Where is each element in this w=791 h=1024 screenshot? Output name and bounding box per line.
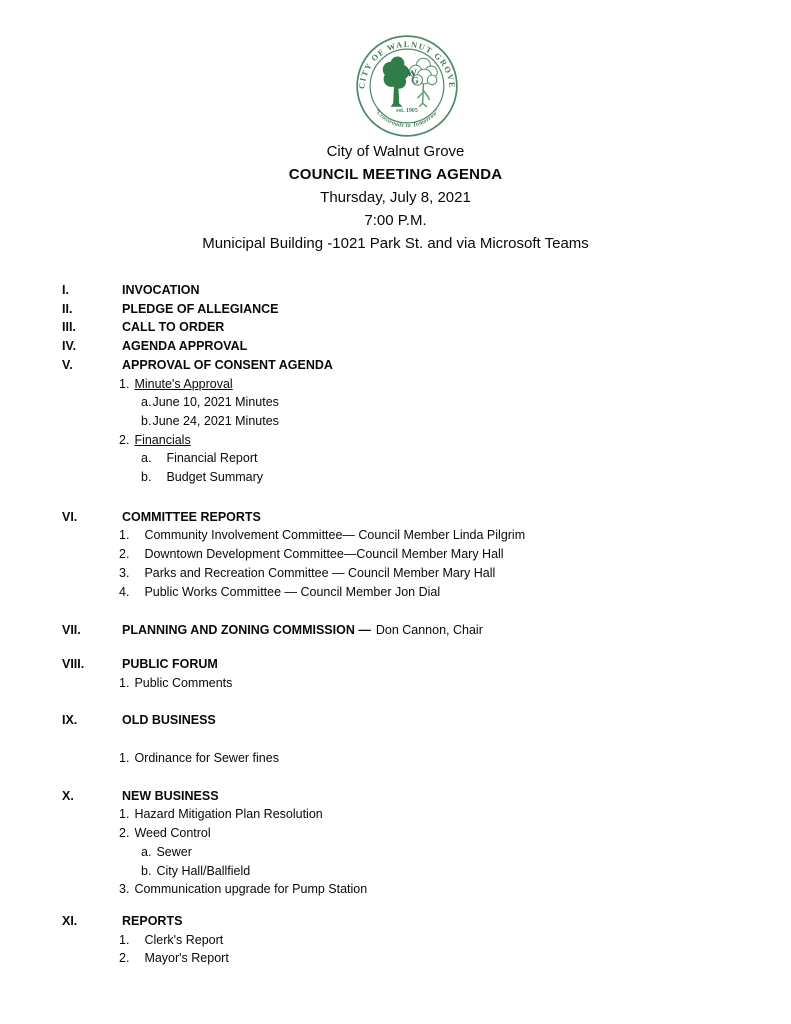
item-text: Public Comments [134, 675, 233, 690]
section-numeral: X. [62, 788, 74, 803]
document-header [0, 140, 791, 255]
section-title: REPORTS [122, 913, 183, 928]
seal-motto-text: “Crossroads to Tomorrow” [372, 107, 441, 130]
section-numeral: VI. [62, 509, 78, 524]
agenda-section [62, 787, 761, 899]
section-title: NEW BUSINESS [122, 788, 219, 803]
city-seal [355, 34, 459, 138]
item-label: 2. [119, 547, 130, 562]
item-text: City Hall/Ballfield [156, 863, 251, 878]
agenda-item [141, 412, 761, 431]
section-title: COMMITTEE REPORTS [122, 509, 261, 524]
section-items [119, 674, 761, 693]
agenda-item [119, 583, 761, 602]
item-text: June 10, 2021 Minutes [152, 395, 279, 410]
section-title: PUBLIC FORUM [122, 656, 218, 671]
item-text: Financial Report [166, 451, 258, 466]
section-heading [62, 318, 761, 337]
section-numeral: IV. [62, 339, 77, 354]
item-text: Public Works Committee — Council Member Jon Dial [144, 584, 441, 599]
section-numeral: II. [62, 301, 73, 316]
section-title: PLANNING AND ZONING COMMISSION — [122, 623, 371, 638]
item-label: 1. [119, 932, 130, 947]
item-label: a. [141, 844, 152, 859]
section-numeral: III. [62, 320, 76, 335]
agenda-section [62, 912, 761, 968]
agenda-section [62, 356, 761, 487]
agenda-section [62, 621, 761, 640]
section-title: INVOCATION [122, 283, 200, 297]
item-text: Downtown Development Committee—Council Member Mary Hall [144, 547, 504, 562]
agenda-item [141, 449, 761, 468]
item-label: 1. [119, 376, 130, 391]
seal-established-text: est. 1905 [395, 108, 418, 114]
agenda-item [119, 375, 761, 394]
section-suffix: Don Cannon, Chair [375, 623, 483, 638]
agenda-section [62, 508, 761, 602]
section-items [119, 375, 761, 487]
section-numeral: V. [62, 357, 73, 372]
section-heading [62, 787, 761, 806]
section-title: APPROVAL OF CONSENT AGENDA [122, 357, 333, 372]
agenda-section [62, 655, 761, 692]
agenda-item [119, 824, 761, 843]
section-numeral: IX. [62, 713, 78, 728]
item-label: a. [141, 395, 152, 410]
section-items [119, 526, 761, 601]
section-numeral: XI. [62, 913, 78, 928]
header-location-line: Municipal Building -1021 Park St. and via Microsoft Teams [202, 235, 589, 252]
section-heading [62, 655, 761, 674]
agenda-section [62, 337, 761, 356]
agenda-item [119, 931, 761, 950]
section-items [119, 805, 761, 899]
agenda-item [141, 468, 761, 487]
section-numeral: VIII. [62, 656, 85, 671]
header-title-line: COUNCIL MEETING AGENDA [288, 166, 503, 183]
seal-ring-text: CITY OF WALNUT GROVE [356, 39, 457, 90]
section-title: OLD BUSINESS [122, 713, 216, 728]
item-label: b. [141, 863, 152, 878]
item-text: Clerk's Report [144, 932, 224, 947]
item-text: Budget Summary [166, 470, 264, 485]
agenda-item [141, 393, 761, 412]
agenda-item [119, 431, 761, 450]
item-label: 1. [119, 807, 130, 822]
agenda-item [119, 749, 761, 768]
agenda-section [62, 300, 761, 319]
agenda-section [62, 281, 761, 300]
section-heading [62, 356, 761, 375]
item-text: Financials [134, 432, 191, 447]
item-label: a. [141, 451, 152, 466]
item-text: Parks and Recreation Committee — Council Member Mary Hall [144, 565, 496, 580]
agenda-item [119, 545, 761, 564]
section-title: CALL TO ORDER [122, 320, 225, 335]
item-text: Minute's Approval [134, 376, 233, 391]
agenda-item [141, 843, 761, 862]
item-label: 3. [119, 565, 130, 580]
section-heading [62, 912, 761, 931]
section-items [119, 749, 761, 768]
seal-monogram-g: G [410, 76, 419, 87]
agenda-item [119, 674, 761, 693]
item-text: Ordinance for Sewer fines [134, 751, 279, 766]
section-heading [62, 300, 761, 319]
agenda-item [119, 526, 761, 545]
item-label: 4. [119, 584, 130, 599]
item-label: 1. [119, 675, 130, 690]
city-seal-graphic [355, 34, 459, 138]
header-city-line: City of Walnut Grove [326, 143, 465, 160]
section-heading [62, 337, 761, 356]
item-text: Mayor's Report [144, 951, 229, 966]
section-heading [62, 281, 761, 300]
header-time-line: 7:00 P.M. [364, 212, 427, 229]
section-heading [62, 711, 761, 730]
agenda-item [141, 862, 761, 881]
item-label: 1. [119, 528, 130, 543]
section-title: PLEDGE OF ALLEGIANCE [122, 301, 279, 316]
agenda-outline [62, 281, 761, 968]
seal-monogram-w: W [405, 67, 417, 80]
section-numeral: I. [62, 283, 69, 297]
item-label: 1. [119, 751, 130, 766]
item-label: 2. [119, 951, 130, 966]
item-text: Weed Control [134, 826, 211, 841]
agenda-section [62, 711, 761, 767]
item-text: Communication upgrade for Pump Station [134, 882, 368, 897]
section-heading [62, 621, 761, 640]
item-label: 2. [119, 826, 130, 841]
agenda-item [119, 805, 761, 824]
header-date-line: Thursday, July 8, 2021 [320, 189, 471, 206]
agenda-item [119, 880, 761, 899]
seal-outer-ring [357, 36, 457, 136]
agenda-item [119, 949, 761, 968]
section-title: AGENDA APPROVAL [122, 339, 248, 354]
section-items [119, 931, 761, 968]
item-label: b. [141, 413, 152, 428]
item-text: Sewer [156, 844, 192, 859]
item-text: Community Involvement Committee— Council Member Linda Pilgrim [144, 528, 526, 543]
section-heading [62, 508, 761, 527]
item-label: b. [141, 470, 152, 485]
item-text: June 24, 2021 Minutes [152, 413, 279, 428]
item-label: 2. [119, 432, 130, 447]
section-numeral: VII. [62, 623, 81, 638]
agenda-section [62, 318, 761, 337]
item-text: Hazard Mitigation Plan Resolution [134, 807, 323, 822]
agenda-item [119, 564, 761, 583]
item-label: 3. [119, 882, 130, 897]
